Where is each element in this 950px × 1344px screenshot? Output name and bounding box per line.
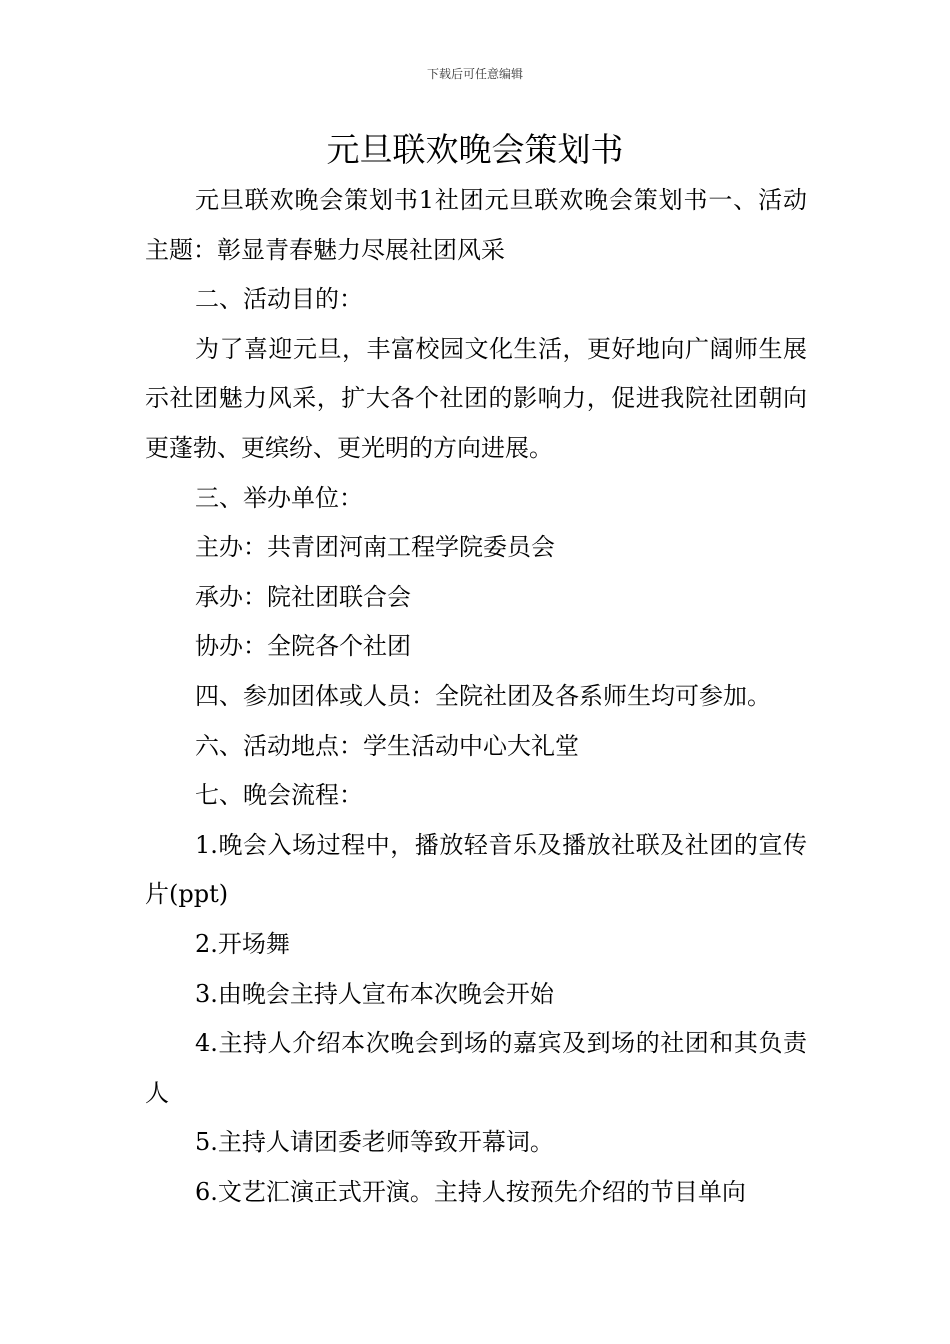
paragraph-step-6: 6.文艺汇演正式开演。主持人按预先介绍的节目单向 xyxy=(195,1177,746,1206)
paragraph-step-3: 3.由晚会主持人宣布本次晚会开始 xyxy=(195,979,554,1008)
header-note: 下载后可任意编辑 xyxy=(426,67,523,81)
paragraph-organizer-heading: 三、举办单位： xyxy=(195,483,363,512)
paragraph-purpose-heading: 二、活动目的： xyxy=(195,285,363,314)
paragraph-theme: 元旦联欢晚会策划书1社团元旦联欢晚会策划书一、活动主题：彰显青春魅力尽展社团风采 xyxy=(145,186,807,264)
document-title: 元旦联欢晚会策划书 xyxy=(326,130,624,169)
paragraph-host: 主办：共青团河南工程学院委员会 xyxy=(195,533,555,562)
paragraph-purpose: 为了喜迎元旦，丰富校园文化生活，更好地向广阔师生展示社团魅力风采，扩大各个社团的影响力，促进我院社团朝向更蓬勃、更缤纷、更光明的方向进展。 xyxy=(145,334,807,462)
paragraph-process-heading: 七、晚会流程： xyxy=(195,781,363,810)
document-body xyxy=(145,176,807,1217)
paragraph-co-organizer: 协办：全院各个社团 xyxy=(195,632,411,661)
paragraph-undertaker: 承办：院社团联合会 xyxy=(195,582,411,611)
paragraph-step-2: 2.开场舞 xyxy=(195,929,290,958)
paragraph-participants: 四、参加团体或人员：全院社团及各系师生均可参加。 xyxy=(195,681,771,710)
paragraph-step-1: 1.晚会入场过程中，播放轻音乐及播放社联及社团的宣传片(ppt) xyxy=(145,830,807,909)
paragraph-venue: 六、活动地点：学生活动中心大礼堂 xyxy=(195,731,579,760)
paragraph-step-4: 4.主持人介绍本次晚会到场的嘉宾及到场的社团和其负责人 xyxy=(145,1029,807,1107)
paragraph-step-5: 5.主持人请团委老师等致开幕词。 xyxy=(195,1128,554,1157)
